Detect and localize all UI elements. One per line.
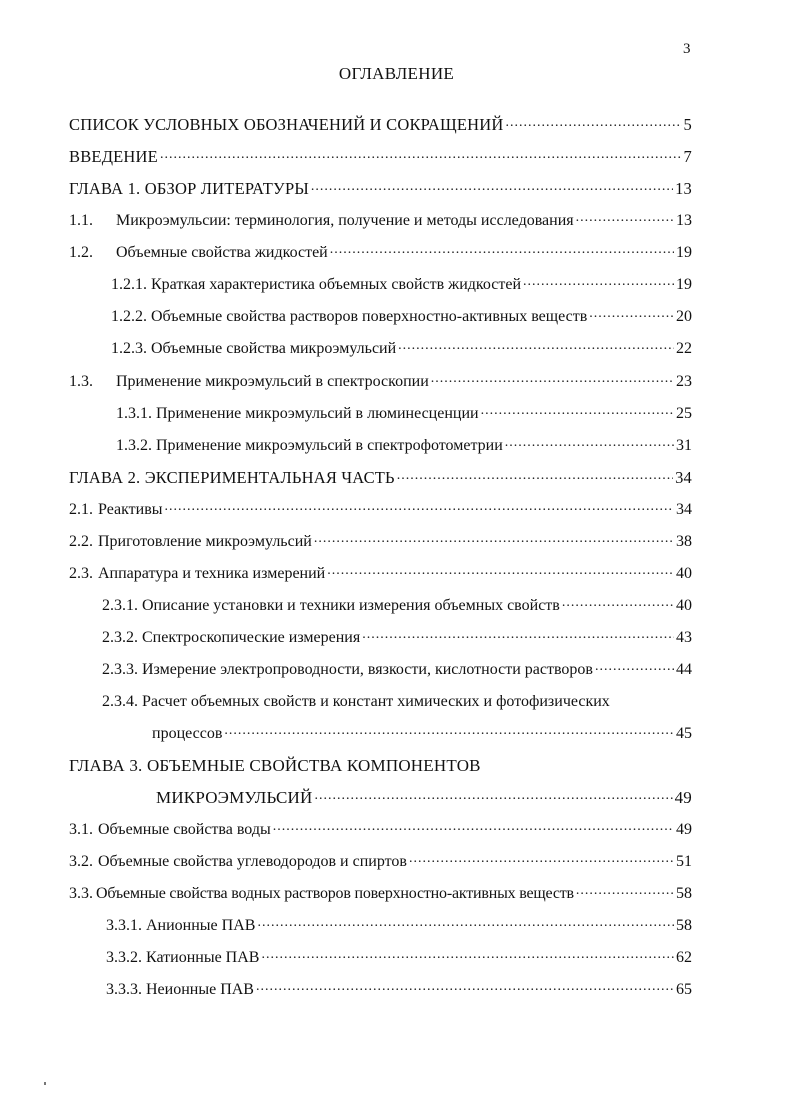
toc-entry-section-2-1[interactable] — [69, 499, 692, 521]
toc-entry-number: 3.3.2. — [106, 949, 142, 966]
leader-dots — [257, 916, 674, 930]
toc-entry-number: 1.3. — [69, 373, 93, 390]
toc-entry-page: 44 — [676, 661, 692, 678]
toc-entry-page: 40 — [676, 597, 692, 614]
leader-dots — [160, 148, 682, 162]
toc-entry-label: Применение микроэмульсий в спектроскопии — [116, 373, 429, 390]
toc-entry-page: 5 — [683, 115, 692, 134]
toc-entry-section-1-1[interactable] — [69, 210, 692, 232]
toc-entry-number: 2.3. — [69, 565, 93, 582]
toc-entry-page: 65 — [676, 981, 692, 998]
leader-dots — [314, 532, 674, 546]
leader-dots — [431, 372, 674, 386]
toc-entry-label: СПИСОК УСЛОВНЫХ ОБОЗНАЧЕНИЙ И СОКРАЩЕНИЙ — [69, 115, 504, 134]
toc-entry-label: Применение микроэмульсий в люминесценции — [156, 405, 479, 422]
toc-entry-page: 19 — [676, 244, 692, 261]
leader-dots — [273, 820, 674, 834]
toc-entry-section-1-3[interactable] — [69, 371, 692, 393]
toc-entry-number: 1.2.2. — [111, 308, 147, 325]
toc-entry-label-continued: МИКРОЭМУЛЬСИЙ — [156, 788, 313, 807]
toc-entry-page: 34 — [676, 501, 692, 518]
toc-entry-page: 40 — [676, 565, 692, 582]
toc-entry-number: 1.1. — [69, 212, 93, 229]
toc-entry-page: 45 — [676, 725, 692, 742]
toc-entry-chapter-3-line1[interactable] — [69, 755, 481, 777]
toc-entry-section-2-3-3[interactable] — [102, 659, 692, 681]
leader-dots — [256, 980, 674, 994]
leader-dots — [481, 404, 674, 418]
toc-entry-number: 2.2. — [69, 533, 93, 550]
toc-entry-section-2-3-4-line1[interactable] — [102, 691, 610, 713]
toc-entry-label: Описание установки и техники измерения объемных свойств — [142, 597, 560, 614]
toc-entry-section-3-3-2[interactable] — [106, 947, 692, 969]
toc-entry-page: 38 — [676, 533, 692, 550]
leader-dots — [165, 500, 674, 514]
scan-artifact — [44, 1082, 46, 1085]
leader-dots — [523, 275, 674, 289]
toc-entry-chapter-3-line2[interactable] — [156, 787, 692, 809]
toc-entry-label: Объемные свойства воды — [98, 821, 271, 838]
toc-entry-page: 34 — [675, 468, 692, 487]
toc-entry-page: 51 — [676, 853, 692, 870]
toc-entry-label: ВВЕДЕНИЕ — [69, 147, 158, 166]
toc-entry-section-3-1[interactable] — [69, 819, 692, 841]
toc-entry-label: Объемные свойства углеводородов и спиртов — [98, 853, 407, 870]
toc-entry-label-continued: процессов — [152, 725, 223, 742]
toc-entry-number: 3.3.1. — [106, 917, 142, 934]
toc-entry-number: 1.2. — [69, 244, 93, 261]
leader-dots — [589, 307, 674, 321]
toc-entry-label: ГЛАВА 1. ОБЗОР ЛИТЕРАТУРЫ — [69, 179, 309, 198]
toc-entry-number: 3.1. — [69, 821, 93, 838]
toc-entry-section-1-3-1[interactable] — [116, 403, 692, 425]
toc-entry-section-3-3[interactable] — [69, 883, 692, 905]
toc-entry-page: 31 — [676, 437, 692, 454]
toc-entry-page: 58 — [676, 885, 692, 902]
toc-entry-label: Анионные ПАВ — [146, 917, 256, 934]
toc-entry-section-1-2-2[interactable] — [111, 306, 692, 328]
toc-entry-label: Расчет объемных свойств и констант химических и фотофизических — [142, 693, 610, 710]
toc-entry-label: Объемные свойства микроэмульсий — [151, 340, 397, 357]
toc-entry-page: 20 — [676, 308, 692, 325]
toc-entry-number: 1.3.1. — [116, 405, 152, 422]
toc-entry-label: Катионные ПАВ — [146, 949, 260, 966]
toc-entry-chapter-2[interactable] — [69, 467, 692, 489]
toc-entry-number: 2.3.3. — [102, 661, 138, 678]
toc-entry-page: 13 — [675, 179, 692, 198]
leader-dots — [506, 116, 682, 130]
toc-entry-page: 49 — [676, 821, 692, 838]
leader-dots — [409, 852, 674, 866]
toc-entry-page: 62 — [676, 949, 692, 966]
toc-entry-label: Применение микроэмульсий в спектрофотометрии — [156, 437, 503, 454]
toc-entry-section-2-2[interactable] — [69, 531, 692, 553]
toc-entry-number: 2.3.4. — [102, 693, 138, 710]
leader-dots — [397, 469, 673, 483]
toc-entry-label: Краткая характеристика объемных свойств жидкостей — [151, 276, 522, 293]
toc-entry-number: 1.2.3. — [111, 340, 147, 357]
leader-dots — [576, 211, 674, 225]
toc-entry-section-1-3-2[interactable] — [116, 435, 692, 457]
toc-entry-section-1-2[interactable] — [69, 242, 692, 264]
toc-entry-number: 3.3. — [69, 885, 93, 902]
toc-entry-label: Измерение электропроводности, вязкости, кислотности растворов — [142, 661, 593, 678]
toc-entry-page: 25 — [676, 405, 692, 422]
toc-entry-section-3-3-3[interactable] — [106, 979, 692, 1001]
toc-entry-label: Объемные свойства водных растворов поверхностно-активных веществ — [96, 885, 574, 902]
toc-entry-page: 22 — [676, 340, 692, 357]
toc-entry-number: 1.3.2. — [116, 437, 152, 454]
toc-entry-page: 19 — [676, 276, 692, 293]
toc-entry-section-2-3-4-line2[interactable] — [152, 723, 692, 745]
toc-entry-label: Объемные свойства жидкостей — [116, 244, 328, 261]
toc-entry-number: 2.3.2. — [102, 629, 138, 646]
toc-entry-label: Микроэмульсии: терминология, получение и методы исследования — [116, 212, 574, 229]
toc-entry-section-2-3-1[interactable] — [102, 595, 692, 617]
leader-dots — [562, 596, 674, 610]
leader-dots — [595, 660, 674, 674]
toc-entry-label: ГЛАВА 2. ЭКСПЕРИМЕНТАЛЬНАЯ ЧАСТЬ — [69, 468, 395, 487]
toc-entry-number: 2.3.1. — [102, 597, 138, 614]
toc-entry-page: 58 — [676, 917, 692, 934]
toc-entry-section-3-2[interactable] — [69, 851, 692, 873]
toc-entry-label: Приготовление микроэмульсий — [98, 533, 312, 550]
toc-entry-chapter-1[interactable] — [69, 178, 692, 200]
toc-entry-page: 13 — [676, 212, 692, 229]
toc-entry-page: 7 — [683, 147, 692, 166]
toc-entry-label: ГЛАВА 3. ОБЪЕМНЫЕ СВОЙСТВА КОМПОНЕНТОВ — [69, 756, 481, 775]
toc-entry-page: 49 — [674, 788, 692, 807]
toc-entry-section-2-3-2[interactable] — [102, 627, 692, 649]
leader-dots — [362, 628, 674, 642]
toc-entry-section-3-3-1[interactable] — [106, 915, 692, 937]
leader-dots — [327, 564, 674, 578]
toc-entry-number: 3.3.3. — [106, 981, 142, 998]
leader-dots — [311, 180, 673, 194]
toc-entry-number: 3.2. — [69, 853, 93, 870]
toc-entry-label: Спектроскопические измерения — [142, 629, 361, 646]
toc-entry-label: Реактивы — [98, 501, 163, 518]
toc-entry-section-2-3[interactable] — [69, 563, 692, 585]
toc-entry-section-1-2-3[interactable] — [111, 338, 692, 360]
page-title: ОГЛАВЛЕНИЕ — [338, 64, 455, 83]
toc-entry-number: 1.2.1. — [111, 276, 147, 293]
leader-dots — [505, 436, 674, 450]
page-number: 3 — [683, 41, 691, 57]
leader-dots — [330, 243, 674, 257]
toc-entry-abbreviations[interactable] — [69, 114, 692, 136]
toc-entry-introduction[interactable] — [69, 146, 692, 168]
toc-entry-label: Аппаратура и техника измерений — [98, 565, 326, 582]
leader-dots — [224, 724, 674, 738]
toc-entry-section-1-2-1[interactable] — [111, 274, 692, 296]
leader-dots — [261, 948, 674, 962]
toc-entry-number: 2.1. — [69, 501, 93, 518]
toc-entry-page: 23 — [676, 373, 692, 390]
leader-dots — [576, 884, 674, 898]
toc-entry-label: Объемные свойства растворов поверхностно-активных веществ — [151, 308, 588, 325]
leader-dots — [315, 789, 673, 803]
toc-entry-label: Неионные ПАВ — [146, 981, 254, 998]
leader-dots — [398, 339, 674, 353]
toc-entry-page: 43 — [676, 629, 692, 646]
